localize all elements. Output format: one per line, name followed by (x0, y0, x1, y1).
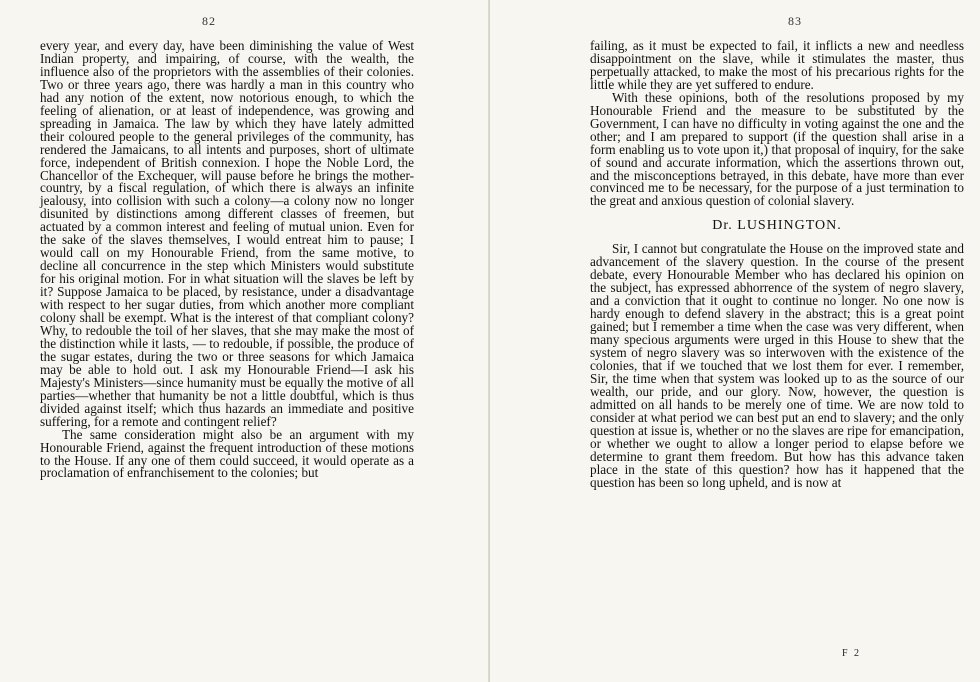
right-paragraph-2: With these opinions, both of the resolutions proposed by my Honourable Friend and the measure to be substituted by the Government, I can have no difficulty in voting against the one and the other; and I am prepared to support (if the question shall arise in a form enabling us to vote upon it,) that proposal of inquiry, for the sake of sound and accurate information, which the assertions thrown out, and the misconceptions betrayed, in this debate, have more than ever convinced me to be necessary, for the purpose of a just termination to the great and anxious question of colonial slavery. (590, 89, 964, 209)
signature-mark: F 2 (842, 648, 862, 659)
left-page-body (40, 40, 414, 480)
left-page-number: 82 (202, 14, 216, 28)
right-page-body (590, 40, 964, 489)
right-page (490, 0, 980, 682)
right-paragraph-3: Sir, I cannot but congratulate the House on the improved state and advancement of the slavery question. In the course of the present debate, every Honourable Member who has declared his opinion on the subject, has expressed abhorrence of the system of negro slavery, and a conviction that it ought to continue no longer. No one now is hardy enough to defend slavery in the abstract; this is a great point gained; but I remember a time when the case was very different, when many specious arguments were urged in this House to shew that the system of negro slavery was so interwoven with the existence of the colonies, that if we touched that we lost them for ever. I remember, Sir, the time when that system was looked up to as the source of our wealth, our pride, and our glory. Now, however, the question is admitted on all hands to be merely one of time. We are now told to consider at what period we can best put an end to slavery; and the only question at issue is, whether or no the slaves are ripe for emancipation, or whether we ought to allow a longer period to elapse before we determine to grant them freedom. But how has this advance taken place in the state of this question? how has it happened that the question has been so long upheld, and is now at (590, 241, 964, 490)
right-paragraph-1: failing, as it must be expected to fail, it inflicts a new and needless disappointment on the slave, while it stimulates the master, thus perpetually attacked, to make the most of his precarious rights for the little while they are yet suffered to endure. (590, 38, 964, 92)
left-paragraph-1: every year, and every day, have been diminishing the value of West Indian property, and impairing, of course, with the wealth, the influence also of the proprietors with the assemblies of their colonies. Two or three years ago, there was hardly a man in this country who had any notion of the extent, now notorious enough, to which the feeling of alienation, or at least of independence, was growing and spreading in Jamaica. The law by which they have lately admitted their coloured people to the general privileges of the community, has rendered the Jamaicans, to all intents and purposes, short of ultimate force, independent of British connexion. I hope the Noble Lord, the Chancellor of the Exchequer, will pause before he brings the mother-country, by a fiscal regulation, of which there is always an infinite jealousy, into collision with such a colony—a colony now no longer disunited by distinctions among different classes of freemen, but actuated by a common interest and feeling of mutual union. Even for the sake of the slaves themselves, I would entreat him to pause; I would call on my Honourable Friend, from the same motive, to decline all concurrence in the step which Ministers would substitute for his original motion. For in what situation will the slaves be left by it? Suppose Jamaica to be placed, by resistance, under a disadvantage with respect to her sugar duties, from which another more compliant colony shall be exempt. What is the interest of that compliant colony? Why, to redouble the toil of her slaves, that she may make the most of the distinction while it lasts, — to redouble, if possible, the produce of the sugar estates, during the two or three seasons for which Jamaica may be able to hold out. I ask my Honourable Friend—I ask his Majesty's Ministers—since humanity must be equally the motive of all parties—whether that humanity be not a little doubtful, which is thus divided against itself; which thus hazards an immediate and positive suffering, for a remote and contingent relief? (40, 38, 414, 429)
right-page-number: 83 (788, 14, 802, 28)
left-paragraph-2: The same consideration might also be an argument with my Honourable Friend, against the frequent introduction of these motions to the House. If any one of them could succeed, it would operate as a proclamation of enfranchisement to the colonies; but (40, 426, 414, 481)
speaker-heading: Dr. LUSHINGTON. (712, 218, 842, 234)
